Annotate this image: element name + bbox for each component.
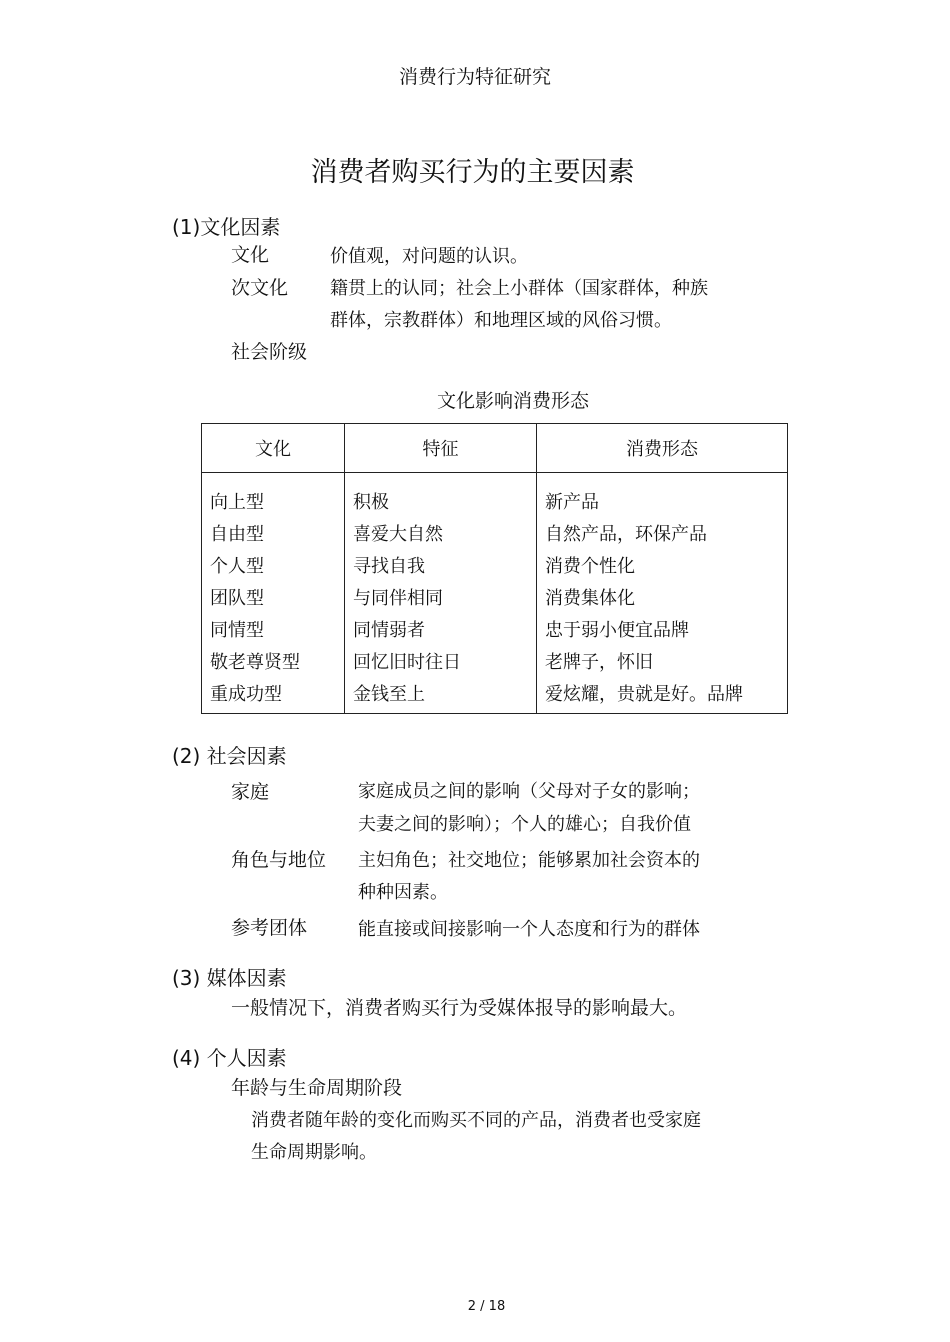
table-cell: 向上型 [210,492,264,513]
term-social-class: 社会阶级 [231,341,308,363]
culture-table [201,423,788,714]
term-family: 家庭 [231,781,270,803]
personal-text-line2: 生命周期影响。 [251,1142,377,1163]
section-heading-media: (3) 媒体因素 [172,966,287,990]
desc-role-line1: 主妇角色；社交地位；能够累加社会资本的 [358,850,700,871]
table-caption: 文化影响消费形态 [436,390,589,412]
desc-family-line1: 家庭成员之间的影响（父母对子女的影响； [358,781,700,802]
column-header: 文化 [202,424,345,473]
term-reference-group: 参考团体 [231,917,308,939]
table-cell: 金钱至上 [353,684,425,705]
table-body-row [202,473,788,714]
subheading-age-lifecycle: 年龄与生命周期阶段 [231,1077,403,1099]
table-cell: 回忆旧时往日 [353,652,461,673]
column-header: 特征 [345,424,537,473]
table-cell: 消费集体化 [545,588,635,609]
table-cell: 自由型 [210,524,264,545]
table-cell: 团队型 [210,588,264,609]
table-header-row [202,424,788,473]
running-header: 消费行为特征研究 [398,66,551,88]
term-culture: 文化 [231,244,270,266]
section-heading-personal: (4) 个人因素 [172,1046,287,1070]
page-number: 2 / 18 [467,1299,506,1314]
desc-role-line2: 种种因素。 [358,882,448,903]
page-title: 消费者购买行为的主要因素 [310,157,635,188]
table-cell: 自然产品，环保产品 [545,524,707,545]
feature-column [345,473,537,714]
media-text: 一般情况下，消费者购买行为受媒体报导的影响最大。 [231,997,688,1019]
table-cell: 重成功型 [210,684,282,705]
table-cell: 老牌子，怀旧 [545,652,653,673]
table-cell: 与同伴相同 [353,588,443,609]
personal-text-line1: 消费者随年龄的变化而购买不同的产品，消费者也受家庭 [251,1110,701,1131]
table-cell: 新产品 [545,492,599,513]
table-cell: 个人型 [210,556,264,577]
desc-family-line2: 夫妻之间的影响）；个人的雄心；自我价值 [358,814,691,835]
table-cell: 忠于弱小便宜品牌 [545,620,689,641]
table-cell: 喜爱大自然 [353,524,443,545]
desc-culture: 价值观，对问题的认识。 [330,246,528,267]
table-cell: 爱炫耀，贵就是好。品牌 [545,684,743,705]
table-cell: 积极 [353,492,389,513]
desc-subculture-line2: 群体，宗教群体）和地理区域的风俗习惯。 [330,310,672,331]
term-role-status: 角色与地位 [231,849,327,871]
culture-type-column [202,473,345,714]
desc-subculture-line1: 籍贯上的认同；社会上小群体（国家群体，种族 [330,278,708,299]
table-cell: 敬老尊贤型 [210,652,300,673]
consumption-form-column [537,473,788,714]
table-cell: 消费个性化 [545,556,635,577]
section-heading-culture: (1)文化因素 [172,215,281,239]
desc-reference-group: 能直接或间接影响一个人态度和行为的群体 [358,919,700,940]
table-cell: 寻找自我 [353,556,425,577]
section-heading-social: (2) 社会因素 [172,744,287,768]
table-cell: 同情弱者 [353,620,425,641]
table-cell: 同情型 [210,620,264,641]
term-subculture: 次文化 [231,277,289,299]
column-header: 消费形态 [537,424,788,473]
